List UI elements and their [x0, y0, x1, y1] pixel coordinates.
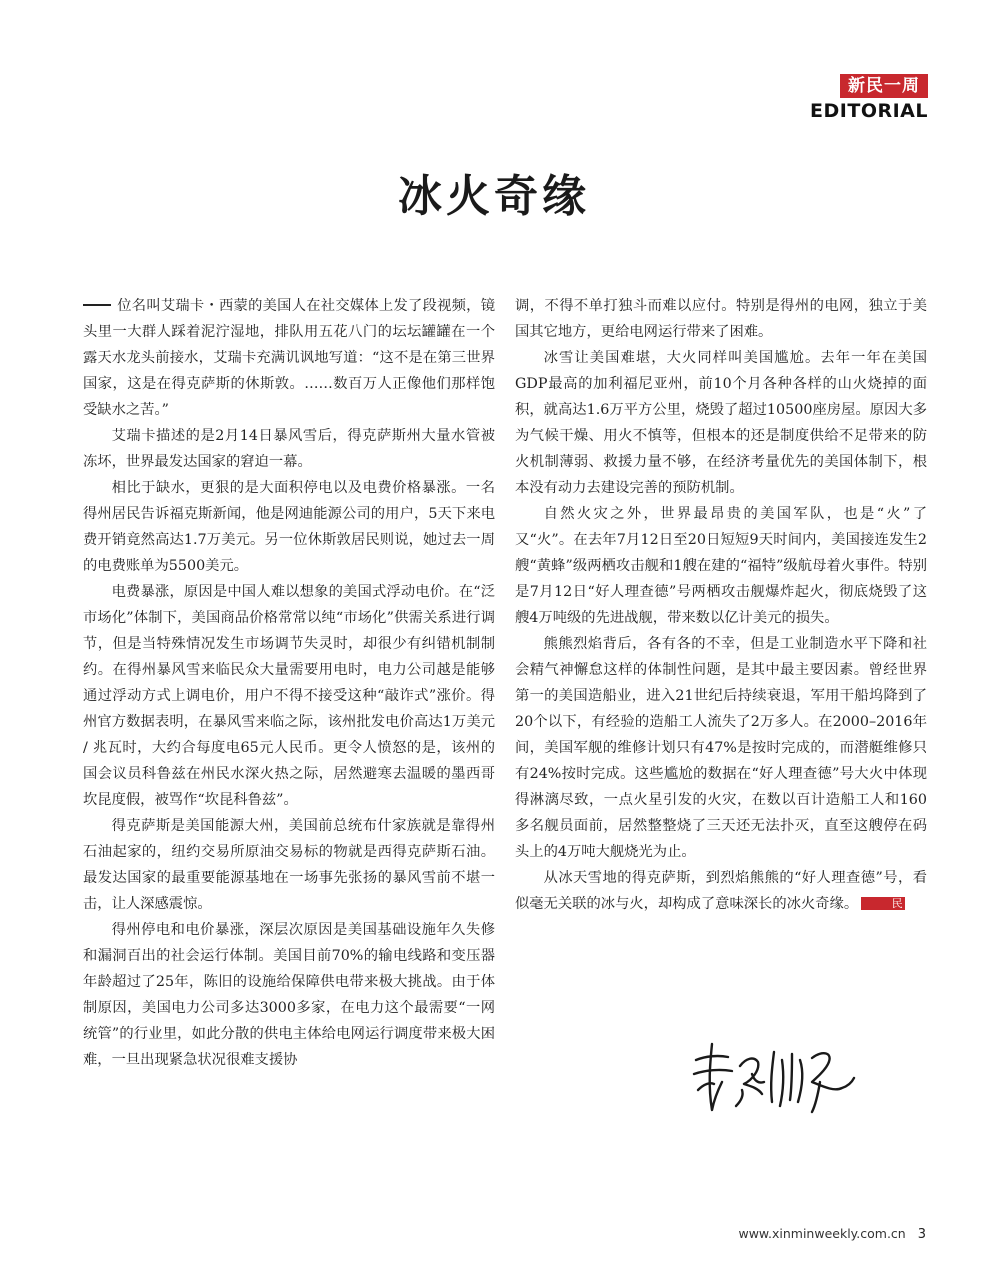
signature-icon: [688, 1030, 863, 1118]
page-number: 3: [917, 1227, 926, 1242]
masthead: [810, 74, 928, 122]
lead-rule: [83, 304, 111, 306]
paragraph-text: 位名叫艾瑞卡・西蒙的美国人在社交媒体上发了段视频，镜头里一大群人踩着泥泞湿地，排队用五花八门的坛坛罐罐在一个露天水龙头前接水，艾瑞卡充满讥讽地写道：“这不是在第三世界国家，这是在得克萨斯的休斯敦。……数百万人正像他们那样饱受缺水之苦。”: [83, 298, 495, 418]
paragraph: 熊熊烈焰背后，各有各的不幸，但是工业制造水平下降和社会精气神懈怠这样的体制性问题，是其中最主要因素。曾经世界第一的美国造船业，进入21世纪后持续衰退，军用干船坞降到了20个以下，有经验的造船工人流失了2万多人。在2000–2016年间，美国军舰的维修计划只有47%是按时完成的，而潜艇维修只有24%按时完成。这些尴尬的数据在“好人理查德”号大火中体现得淋漓尽致，一点火星引发的火灾，在数以百计造船工人和160多名舰员面前，居然整整烧了三天还无法扑灭，直至这艘停在码头上的4万吨大舰烧光为止。: [515, 636, 927, 860]
article-title: 冰火奇缘: [398, 171, 590, 222]
paragraph: [515, 865, 927, 917]
paragraph: [83, 293, 495, 423]
paragraph: 得克萨斯是美国能源大州，美国前总统布什家族就是靠得州石油起家的，纽约交易所原油交易标的物就是西得克萨斯石油。最发达国家的最重要能源基地在一场事先张扬的暴风雪前不堪一击，让人深感震惊。: [83, 818, 495, 912]
section-label: EDITORIAL: [810, 100, 928, 122]
paragraph: 电费暴涨，原因是中国人难以想象的美国式浮动电价。在“泛市场化”体制下，美国商品价格常常以纯“市场化”供需关系进行调节，但是当特殊情况发生市场调节失灵时，却很少有纠错机制制约。在得州暴风雪来临民众大量需要用电时，电力公司越是能够通过浮动方式上调电价，用户不得不接受这种“敲诈式”涨价。得州官方数据表明，在暴风雪来临之际，该州批发电价高达1万美元 / 兆瓦时，大约合每度电65元人民币。更令人愤怒的是，该州的国会议员科鲁兹在州民水深火热之际，居然避寒去温暖的墨西哥坎昆度假，被骂作“坎昆科鲁兹”。: [83, 584, 495, 808]
brand-label: 新民一周: [840, 74, 928, 98]
paragraph: 自然火灾之外，世界最昂贵的美国军队，也是“火”了又“火”。在去年7月12日至20日短短9天时间内，美国接连发生2艘“黄蜂”级两栖攻击舰和1艘在建的“福特”级航母着火事件。特别是7月12日“好人理查德”号两栖攻击舰爆炸起火，彻底烧毁了这艘4万吨级的先进战舰，带来数以亿计美元的损失。: [515, 506, 927, 626]
paragraph: 冰雪让美国难堪，大火同样叫美国尴尬。去年一年在美国GDP最高的加利福尼亚州，前10个月各种各样的山火烧掉的面积，就高达1.6万平方公里，烧毁了超过10500座房屋。原因大多为气候干燥、用火不慎等，但根本的还是制度供给不足带来的防火机制薄弱、救援力量不够，在经济考量优先的美国体制下，根本没有动力去建设完善的预防机制。: [515, 350, 927, 496]
right-column: [515, 293, 927, 917]
paragraph: 调，不得不单打独斗而难以应付。特别是得州的电网，独立于美国其它地方，更给电网运行带来了困难。: [515, 298, 927, 340]
page-footer: [738, 1226, 926, 1242]
website-url: www.xinminweekly.com.cn: [738, 1226, 906, 1241]
paragraph-text: 从冰天雪地的得克萨斯，到烈焰熊熊的“好人理查德”号，看似毫无关联的冰与火，却构成了意味深长的冰火奇缘。: [515, 870, 927, 912]
paragraph: 艾瑞卡描述的是2月14日暴风雪后，得克萨斯州大量水管被冻坏，世界最发达国家的窘迫一幕。: [83, 428, 495, 470]
end-mark-icon: 民: [861, 897, 905, 910]
paragraph: 相比于缺水，更狠的是大面积停电以及电费价格暴涨。一名得州居民告诉福克斯新闻，他是网迪能源公司的用户，5天下来电费开销竟然高达1.7万美元。另一位休斯敦居民则说，她过去一周的电费账单为5500美元。: [83, 480, 495, 574]
paragraph: 得州停电和电价暴涨，深层次原因是美国基础设施年久失修和漏洞百出的社会运行体制。美国目前70%的输电线路和变压器年龄超过了25年，陈旧的设施给保障供电带来极大挑战。由于体制原因，美国电力公司多达3000多家，在电力这个最需要“一网统管”的行业里，如此分散的供电主体给电网运行调度带来极大困难，一旦出现紧急状况很难支援协: [83, 922, 495, 1068]
left-column: [83, 293, 495, 1073]
